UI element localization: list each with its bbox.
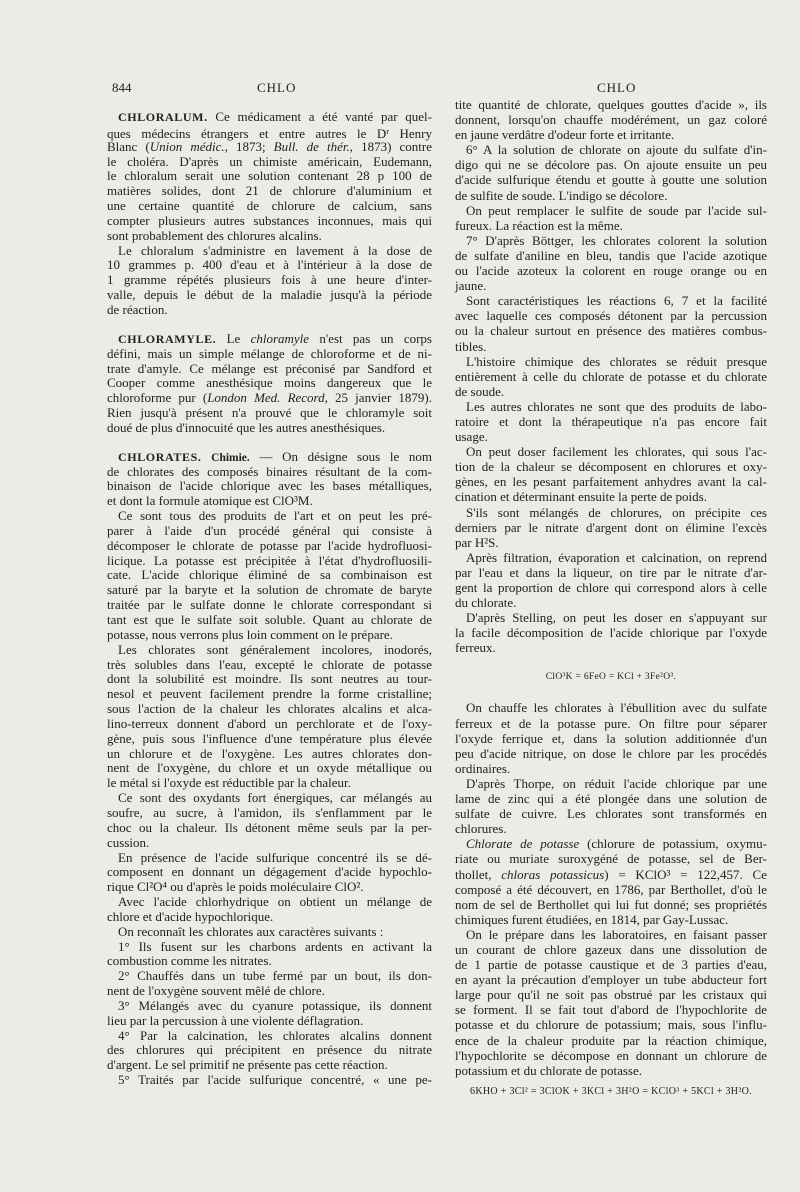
text-line: un chlorure et de l'oxygène. Les autres chlorates don- <box>107 745 432 761</box>
paragraph <box>107 895 432 925</box>
text-line: chlorures. <box>455 821 507 837</box>
text-line: tibles. <box>455 338 487 354</box>
text-line: Avec l'acide chlorhydrique on obtient un mélange de <box>118 894 432 910</box>
text-line: 3° Mélangés avec du cyanure potassique, ils donnent <box>118 997 432 1013</box>
paragraph <box>107 791 432 850</box>
text-line: l'oxyde ferrique et, dans la solution additionnée d'un <box>455 730 767 746</box>
text-segment: thollet, <box>455 866 502 882</box>
text-line: 1 gramme répétés plusieurs fois à une heure d'inter- <box>107 272 432 288</box>
text-segment <box>201 449 211 464</box>
text-line: trate d'amyle. Ce mélange est préconisé par Sandford et <box>107 360 432 376</box>
text-segment: chloras potassicus <box>501 866 605 882</box>
text-line <box>107 140 432 155</box>
text-segment: London Med. Record <box>207 390 325 406</box>
text-line: en jaune verdâtre d'odeur forte et irritante. <box>455 127 675 143</box>
text-line: décomposer le chlorate de potasse par l'acide hydrofluosi- <box>107 537 432 553</box>
text-line: chimiques furent étudiées, en 1814, par Gay-Lussac. <box>455 911 729 927</box>
paragraph <box>455 233 767 293</box>
text-line: chlore et d'acide hypochlorique. <box>107 908 274 924</box>
text-line: d'acide sulfurique étendu et goutte à goutte une solution <box>455 172 767 188</box>
text-line: soufre, au sucre, à l'amidon, ils s'enflamment par le <box>107 804 432 820</box>
entry-headword: CHLORATES. <box>118 449 202 464</box>
text-line: choc ou la chaleur. Ils détonent même seuls par la per- <box>107 819 432 835</box>
text-line: dont la solubilité est moindre. Ils sont neutres au tour- <box>107 671 432 687</box>
text-line: donnent, lorsqu'on chauffe modérément, un gaz coloré <box>455 112 767 128</box>
paragraph <box>107 110 432 244</box>
text-line: peu d'acide nitrique, on dose le chlore par les procédés <box>455 745 767 761</box>
running-head-right: CHLO <box>597 80 637 95</box>
paragraph <box>455 142 767 202</box>
paragraph <box>107 643 432 791</box>
text-line: d'argent. Le sel primitif ne présente pas cette réaction. <box>107 1057 388 1073</box>
text-line: L'histoire chimique des chlorates se réduit presque <box>466 353 767 369</box>
text-line: lame de zinc qui a été plongée dans une solution de <box>455 791 767 807</box>
text-line: En présence de l'acide sulfurique concentré ils se dé- <box>118 849 432 865</box>
text-line: des chlorures qui précipitent en présence du nitrate <box>107 1042 432 1058</box>
text-line: saturé par la baryte et la solution de chromate de baryte <box>107 582 432 598</box>
text-line: nom de sel de Berthollet qui lui fut donné; ses propriétés <box>455 896 767 912</box>
text-line: par H²S. <box>455 534 499 550</box>
text-line: matières solides, dont 21 de chlorure d'aluminium et <box>107 183 432 199</box>
text-line: le chloralum serait une solution contenant 28 p 100 de <box>107 168 432 184</box>
entry-headword: CHLORAMYLE. <box>118 331 217 346</box>
text-line: ence de la chaleur produite par la réaction chimique, <box>455 1032 767 1048</box>
text-line: nent de l'oxygène, du chlore et un oxyde métallique ou <box>107 760 432 776</box>
text-line <box>455 867 767 882</box>
paragraph <box>455 444 767 504</box>
text-line: Après filtration, évaporation et calcination, on reprend <box>466 549 767 565</box>
text-segment: Chimie. <box>211 451 250 464</box>
text-line: potasse et du chlorure de potassium; mais, sous l'influ- <box>455 1017 767 1033</box>
text-line: Sont caractéristiques les réactions 6, 7 et la facilité <box>466 293 767 309</box>
left-column <box>107 110 432 1088</box>
text-segment: Blanc ( <box>107 138 150 154</box>
text-line: riate ou muriate suroxygéné de potasse, sel de Ber- <box>455 851 767 867</box>
right-column <box>455 97 767 1106</box>
text-line <box>107 110 432 125</box>
text-line: 1° Ils fusent sur les charbons ardents en activant la <box>118 938 432 954</box>
text-segment: Chlorate de potasse <box>466 836 580 852</box>
paragraph <box>107 1073 432 1088</box>
text-line: et dont la formule atomique est ClO³M. <box>107 493 313 509</box>
text-line: large pour qu'il ne soit pas obstrué par les cristaux qui <box>455 987 767 1003</box>
text-line: On chauffe les chlorates à l'ébullition avec du sulfate <box>466 700 767 716</box>
text-line: On reconnaît les chlorates aux caractères suivants : <box>118 923 384 939</box>
text-segment: Ce médicament a été vanté par quel- <box>207 109 432 124</box>
text-line: un courant de chlore gazeux dans une dissolution de <box>455 941 767 957</box>
entry-headword: CHLORALUM. <box>118 110 208 124</box>
text-line: la facile décomposition de l'acide chlorique par l'oxyde <box>455 625 767 641</box>
paragraph <box>455 610 767 655</box>
text-line: très solubles dans l'eau, excepté le chlorate de potasse <box>107 656 432 672</box>
text-line: en ayant la précaution d'employer un tube abducteur fort <box>455 972 767 988</box>
text-line: sont probablement des chlorures alcalins. <box>107 227 322 243</box>
text-line: de sulfite de soude. L'indigo se décolore. <box>455 187 668 203</box>
text-line <box>107 332 432 347</box>
text-line <box>455 836 767 851</box>
paragraph <box>455 836 767 927</box>
text-segment: Bull. de thér. <box>273 138 350 154</box>
text-line: doué de plus d'innocuité que les autres anesthésiques. <box>107 419 386 435</box>
text-line: le métal si l'oxyde est réductible par la chaleur. <box>107 775 351 791</box>
text-line: potasse, nous verrons plus loin comment on le prépare. <box>107 626 393 642</box>
text-line: l'hypochlorite se décompose en donnant un chlorure de <box>455 1047 767 1063</box>
text-line: du chlorate. <box>455 595 517 611</box>
text-line: valle, depuis le début de la maladie jusqu'à la période <box>107 287 432 303</box>
text-line: usage. <box>455 429 488 445</box>
paragraph <box>107 940 432 970</box>
text-line: Rien jusqu'à présent n'a prouvé que le chloramyle soit <box>107 405 432 421</box>
text-line: entièrement à celle du chlorate de potasse et du chlorate <box>455 368 767 384</box>
text-line: combustion comme les nitrates. <box>107 953 272 969</box>
text-line: de sulfate d'aniline en bleu, tandis que l'acide azotique <box>455 247 767 263</box>
text-line: binaison de l'acide chlorique avec les bases métalliques, <box>107 478 432 494</box>
text-line: Les autres chlorates ne sont que des produits de labo- <box>466 398 767 414</box>
text-segment: , 1873) contre <box>349 138 432 154</box>
text-line: tant est que le sulfate soit soluble. Quant au chlorate de <box>107 612 432 627</box>
paragraph <box>107 244 432 318</box>
text-line: digo qui ne se décolore pas. On ajoute ensuite un peu <box>455 157 767 173</box>
text-line: On peut remplacer le sulfite de soude par l'acide sul- <box>466 202 767 218</box>
paragraph <box>455 203 767 233</box>
text-line: cussion. <box>107 834 150 850</box>
paragraph <box>455 97 767 142</box>
text-line: Ce sont des oxydants fort énergiques, car mélangés au <box>118 790 432 806</box>
text-line: ordinaires. <box>455 760 511 776</box>
text-line: derniers par le nitrate d'argent dont on élimine l'excès <box>455 519 767 535</box>
text-segment: chloramyle <box>250 330 310 346</box>
text-line: On peut doser facilement les chlorates, qui sous l'ac- <box>466 444 767 460</box>
paragraph <box>107 999 432 1029</box>
text-line: se forment. Il se fait tout d'abord de l'hypochlorite de <box>455 1002 767 1018</box>
paragraph <box>455 550 767 610</box>
text-line: le choléra. D'après un chimiste américain, Eudemann, <box>107 153 432 169</box>
text-line: tite quantité de chlorate, quelques gouttes d'acide », ils <box>455 97 767 112</box>
text-segment: n'est pas un corps <box>309 330 432 346</box>
paragraph <box>107 851 432 896</box>
text-segment: chloroforme pur ( <box>107 390 208 406</box>
text-line <box>107 391 432 406</box>
text-segment: Le <box>216 330 251 346</box>
text-line: tion de la chaleur se décomposent en chlorures et oxy- <box>455 459 767 475</box>
text-segment: r <box>386 126 389 136</box>
text-line: Les chlorates sont généralement incolores, inodorés, <box>118 641 432 657</box>
text-line: S'ils sont mélangés de chlorures, on précipite ces <box>466 504 767 520</box>
text-line: traitée par le sulfate donne le chlorate correspondant si <box>107 597 432 613</box>
text-line: de réaction. <box>107 301 168 317</box>
text-line: une certaine quantité de chlorure de calcium, sans <box>107 198 432 214</box>
paragraph <box>455 505 767 550</box>
chemical-formula: ClO³K = 6FeO = KCl + 3Fe²O³. <box>545 672 677 683</box>
text-line: Cooper comme anesthésique moins dangereux que le <box>107 375 432 391</box>
text-line: cination et déterminant ensuite la perte de poids. <box>455 489 707 505</box>
text-line: de chlorates des composés binaires résultant de la com- <box>107 463 432 479</box>
text-segment: ques médecins étrangers et entre autres le D <box>107 125 387 141</box>
text-line: ratoire et dont la thérapeutique n'a pas encore fait <box>455 413 767 429</box>
text-line: ferreux. <box>455 640 496 656</box>
text-line: composent en donnant un dégagement d'acide hypochlo- <box>107 864 432 880</box>
text-line: gènes, en les pesant parfaitement anhydres avant la cal- <box>455 474 767 490</box>
text-line: avec laquelle ces composés détonent par la percussion <box>455 308 767 324</box>
text-line: compter plusieurs autres substances inconnues, mais qui <box>107 212 432 228</box>
paragraph <box>455 927 767 1078</box>
text-line: cate. L'acide chlorique éliminé de sa combinaison est <box>107 567 432 583</box>
text-line: rique Cl²O⁴ ou d'après le poids moléculaire ClO². <box>107 879 364 895</box>
text-line: Ce sont tous des produits de l'art et on peut les pré- <box>118 508 432 524</box>
text-line: D'après Stelling, on peut les doser en s'appuyant sur <box>466 610 767 626</box>
text-line: ou la chaleur surtout en présence des matières combus- <box>455 323 767 339</box>
text-segment: ) = KClO³ = 122,457. Ce <box>604 866 767 882</box>
text-line: sous l'action de la chaleur les chlorates alcalins et alca- <box>107 701 432 717</box>
running-head-left: CHLO <box>257 80 297 95</box>
text-line: nent de l'oxygène souvent mêlé de chlore. <box>107 983 325 999</box>
text-line: sulfate de cuivre. Les chlorates sont transformés en <box>455 806 767 822</box>
text-line <box>107 125 432 140</box>
paragraph <box>107 509 432 643</box>
paragraph <box>107 450 432 509</box>
paragraph <box>107 969 432 999</box>
text-line: 10 grammes p. 400 d'eau et à l'intérieur à la dose de <box>107 257 432 273</box>
text-line: lino-terreux donnent d'abord un perchlorate et de l'oxy- <box>107 715 432 731</box>
text-line: gène, puis sous l'influence d'une température plus élevée <box>107 730 432 746</box>
text-segment: — On désigne sous le nom <box>249 448 432 464</box>
text-segment: (chlorure de potassium, oxymu- <box>579 836 767 852</box>
text-line: de soude. <box>455 383 505 399</box>
paragraph <box>107 1029 432 1074</box>
text-line: 4° Par la calcination, les chlorates alcalins donnent <box>118 1027 432 1043</box>
text-segment: , 25 janvier 1879). <box>324 390 432 406</box>
text-line <box>107 450 432 465</box>
text-line: par l'eau et dans la liqueur, on tire par le nitrate d'ar- <box>455 564 767 580</box>
paragraph <box>455 776 767 836</box>
text-line: Le chloralum s'administre en lavement à la dose de <box>118 242 432 258</box>
text-segment: , 1873; <box>224 138 274 154</box>
text-line: de 1 partie de potasse caustique et de 3 parties d'eau, <box>455 957 767 973</box>
text-line: 2° Chauffés dans un tube fermé par un bout, ils don- <box>118 968 432 984</box>
text-line: fureux. La réaction est la même. <box>455 217 623 233</box>
paragraph <box>107 925 432 940</box>
paragraph <box>455 399 767 444</box>
paragraph <box>455 293 767 353</box>
text-line: D'après Thorpe, on réduit l'acide chlorique par une <box>466 775 767 791</box>
paragraph <box>455 700 767 775</box>
text-segment: Henry <box>389 125 432 141</box>
text-line: 6° A la solution de chlorate on ajoute du sulfate d'in- <box>466 142 767 158</box>
paragraph <box>107 332 432 436</box>
chemical-formula: 6KHO + 3Cl² = 3ClOK + 3KCl + 3H²O = KClO³ + 5KCl + 3H²O. <box>470 1085 752 1097</box>
text-line: nesol et peuvent facilement prendre la forme cristalline; <box>107 686 432 702</box>
text-line: 5° Traités par l'acide sulfurique concentré, « une pe- <box>118 1072 432 1088</box>
text-line: On le prépare dans les laboratoires, en faisant passer <box>466 926 767 942</box>
text-line: parer à l'aide d'un procédé général qui consiste à <box>107 522 432 538</box>
text-line: composé a été découvert, en 1786, par Berthollet, d'où le <box>455 881 767 897</box>
paragraph <box>455 354 767 399</box>
text-line: jaune. <box>455 278 487 294</box>
page-number: 844 <box>112 80 132 95</box>
text-line: défini, mais un simple mélange de chloroforme et de ni- <box>107 345 432 361</box>
text-line: 7° D'après Böttger, les chlorates colorent la solution <box>466 232 767 248</box>
text-segment: Union médic. <box>149 138 225 154</box>
text-line: gent la proportion de chlore qui correspond alors à celle <box>455 580 767 595</box>
text-line: ou l'acide azoteux la colorent en rouge orange ou en <box>455 263 767 279</box>
text-line: potassium et du chlorate de potasse. <box>455 1062 643 1078</box>
text-line: licique. La potasse est précipitée à l'état d'hydrofluosili- <box>107 552 432 568</box>
text-line: ferreux et de la potasse pure. On filtre pour séparer <box>455 715 767 731</box>
text-line: lieu par la percussion à une violente déflagration. <box>107 1012 364 1028</box>
